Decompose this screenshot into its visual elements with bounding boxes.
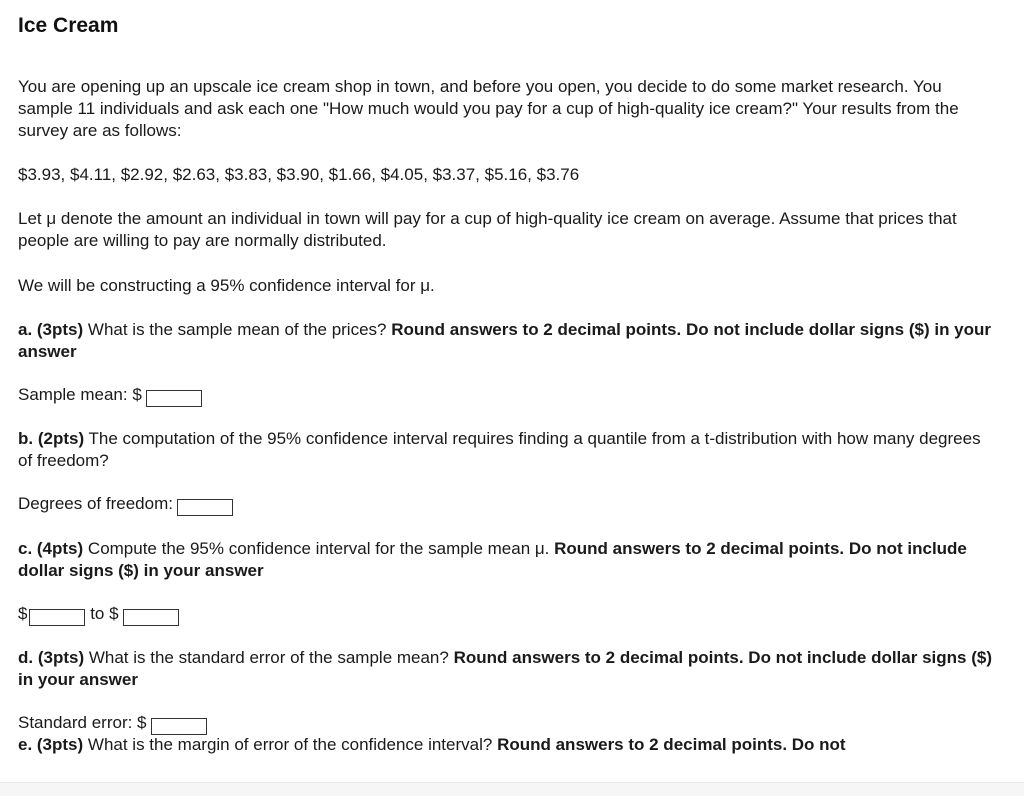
degrees-of-freedom-input[interactable] <box>177 499 233 516</box>
sample-mean-label: Sample mean: $ <box>18 385 142 404</box>
question-b-label: b. (2pts) <box>18 429 85 448</box>
question-c <box>18 538 998 582</box>
question-d-text: What is the standard error of the sample mean? <box>84 648 454 667</box>
ci-lower-dollar: $ <box>18 604 28 623</box>
question-a-instructions: Round answers to 2 decimal points. Do not include dollar signs ($) in your answer <box>18 320 992 361</box>
question-d-instructions: Round answers to 2 decimal points. Do not include dollar signs ($) in your answer <box>18 648 992 689</box>
question-c-instructions: Round answers to 2 decimal points. Do not include dollar signs ($) in your answer <box>18 539 967 580</box>
question-a-text: What is the sample mean of the prices? <box>83 320 392 339</box>
question-e-instructions: Round answers to 2 decimal points. Do not <box>497 735 846 754</box>
mu-definition: Let μ denote the amount an individual in town will pay for a cup of high-quality ice cream on average. Assume that prices that people are willing to pay are normally distributed. <box>18 209 957 250</box>
sample-mean-input[interactable] <box>146 390 202 407</box>
degrees-of-freedom-label: Degrees of freedom: <box>18 494 173 513</box>
question-e-text: What is the margin of error of the confidence interval? <box>83 735 498 754</box>
question-b-text: The computation of the 95% confidence interval requires finding a quantile from a t-distribution with how many degrees of freedom? <box>18 429 981 470</box>
bottom-toolbar-edge <box>0 782 1024 796</box>
question-a <box>18 319 998 363</box>
question-b <box>18 428 998 472</box>
question-d <box>18 647 998 691</box>
question-c-label: c. (4pts) <box>18 539 84 558</box>
ci-upper-input[interactable] <box>123 609 179 626</box>
question-e-label: e. (3pts) <box>18 735 84 754</box>
question-a-label: a. (3pts) <box>18 320 84 339</box>
confidence-interval-row <box>18 603 998 626</box>
standard-error-row <box>18 712 998 735</box>
survey-data: $3.93, $4.11, $2.92, $2.63, $3.83, $3.90, $1.66, $4.05, $3.37, $5.16, $3.76 <box>18 165 580 184</box>
ci-lower-input[interactable] <box>29 609 85 626</box>
intro-paragraph: You are opening up an upscale ice cream shop in town, and before you open, you decide to do some market research. You sample 11 individuals and ask each one "How much would you pay for a cup of high-quality ice cream?" Your results from the survey are as follows: <box>18 77 959 140</box>
standard-error-label: Standard error: $ <box>18 713 147 732</box>
degrees-of-freedom-row <box>18 493 998 516</box>
question-c-text: Compute the 95% confidence interval for the sample mean μ. <box>83 539 555 558</box>
standard-error-input[interactable] <box>151 718 207 735</box>
ci-statement: We will be constructing a 95% confidence interval for μ. <box>18 276 435 295</box>
page-title: Ice Cream <box>18 14 119 37</box>
question-e <box>18 734 998 756</box>
sample-mean-row <box>18 384 998 407</box>
ci-to-label: to $ <box>90 604 119 623</box>
question-d-label: d. (3pts) <box>18 648 85 667</box>
